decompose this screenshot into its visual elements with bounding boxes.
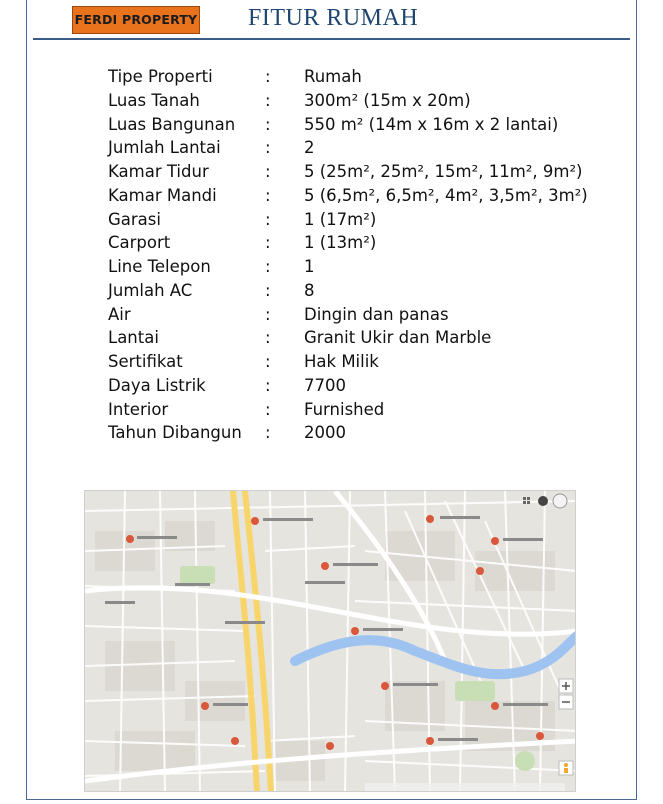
spec-row: [108, 231, 608, 255]
account-icon[interactable]: [538, 496, 548, 506]
spec-row: [108, 113, 608, 137]
map-attribution: [365, 783, 565, 791]
spec-list: [108, 65, 608, 445]
spec-value: Rumah: [304, 67, 362, 86]
spec-value: 7700: [304, 375, 346, 395]
spec-separator: :: [265, 375, 271, 395]
spec-separator: :: [265, 162, 271, 181]
spec-separator: :: [265, 280, 271, 300]
spec-separator: :: [265, 209, 271, 229]
spec-value: Dingin dan panas: [304, 304, 449, 324]
spec-row: [108, 279, 608, 303]
spec-separator: :: [265, 67, 271, 86]
spec-value: 550 m² (14m x 16m x 2 lantai): [304, 114, 559, 134]
spec-label: Luas Bangunan: [108, 114, 236, 134]
spec-row: [108, 350, 608, 374]
spec-label: Jumlah Lantai: [108, 138, 221, 158]
spec-row: [108, 184, 608, 208]
spec-label: Carport: [108, 233, 171, 253]
spec-label: Interior: [108, 399, 169, 419]
spec-value: 2: [304, 138, 315, 158]
spec-row: [108, 136, 608, 160]
spec-row: [108, 303, 608, 327]
spec-separator: :: [265, 399, 271, 419]
spec-row: [108, 421, 608, 445]
pegman-icon[interactable]: [559, 761, 573, 775]
spec-value: 2000: [304, 423, 346, 443]
spec-value: 5 (25m², 25m², 15m², 11m², 9m²): [304, 162, 583, 181]
spec-separator: :: [265, 233, 271, 253]
spec-value: 1 (17m²): [304, 209, 377, 229]
spec-label: Tipe Properti: [108, 67, 213, 86]
spec-separator: :: [265, 90, 271, 110]
spec-row: [108, 160, 608, 184]
zoom-out-icon[interactable]: [559, 695, 573, 709]
spec-separator: :: [265, 257, 271, 276]
spec-separator: :: [265, 328, 271, 348]
spec-label: Garasi: [108, 209, 161, 229]
spec-separator: :: [265, 423, 271, 443]
location-map[interactable]: [84, 490, 576, 792]
spec-label: Lantai: [108, 328, 159, 348]
spec-value: 300m² (15m x 20m): [304, 90, 471, 110]
spec-row: [108, 374, 608, 398]
globe-icon[interactable]: [553, 494, 567, 508]
spec-row: [108, 255, 608, 279]
spec-row: [108, 326, 608, 350]
spec-row: [108, 65, 608, 89]
page-title: FITUR RUMAH: [248, 5, 419, 31]
spec-value: 1 (13m²): [304, 233, 377, 253]
spec-separator: :: [265, 114, 271, 134]
spec-label: Daya Listrik: [108, 375, 206, 395]
spec-label: Line Telepon: [108, 257, 211, 276]
spec-label: Tahun Dibangun: [108, 423, 242, 443]
spec-separator: :: [265, 138, 271, 158]
spec-label: Kamar Tidur: [108, 162, 209, 181]
brand-logo: FERDI PROPERTY: [72, 6, 200, 34]
spec-value: Granit Ukir dan Marble: [304, 328, 492, 348]
spec-label: Jumlah AC: [108, 280, 193, 300]
spec-label: Luas Tanah: [108, 90, 200, 110]
spec-value: 8: [304, 280, 315, 300]
map-canvas[interactable]: [85, 491, 576, 792]
spec-value: Furnished: [304, 399, 385, 419]
spec-separator: :: [265, 304, 271, 324]
spec-label: Sertifikat: [108, 352, 183, 371]
spec-row: [108, 208, 608, 232]
header-divider: [33, 38, 630, 40]
spec-separator: :: [265, 352, 271, 371]
zoom-in-icon[interactable]: [559, 679, 573, 693]
spec-label: Kamar Mandi: [108, 185, 217, 205]
spec-value: Hak Milik: [304, 352, 379, 371]
spec-label: Air: [108, 304, 131, 324]
spec-value: 1: [304, 257, 315, 276]
spec-value: 5 (6,5m², 6,5m², 4m², 3,5m², 3m²): [304, 185, 588, 205]
spec-row: [108, 89, 608, 113]
spec-separator: :: [265, 185, 271, 205]
spec-row: [108, 398, 608, 422]
